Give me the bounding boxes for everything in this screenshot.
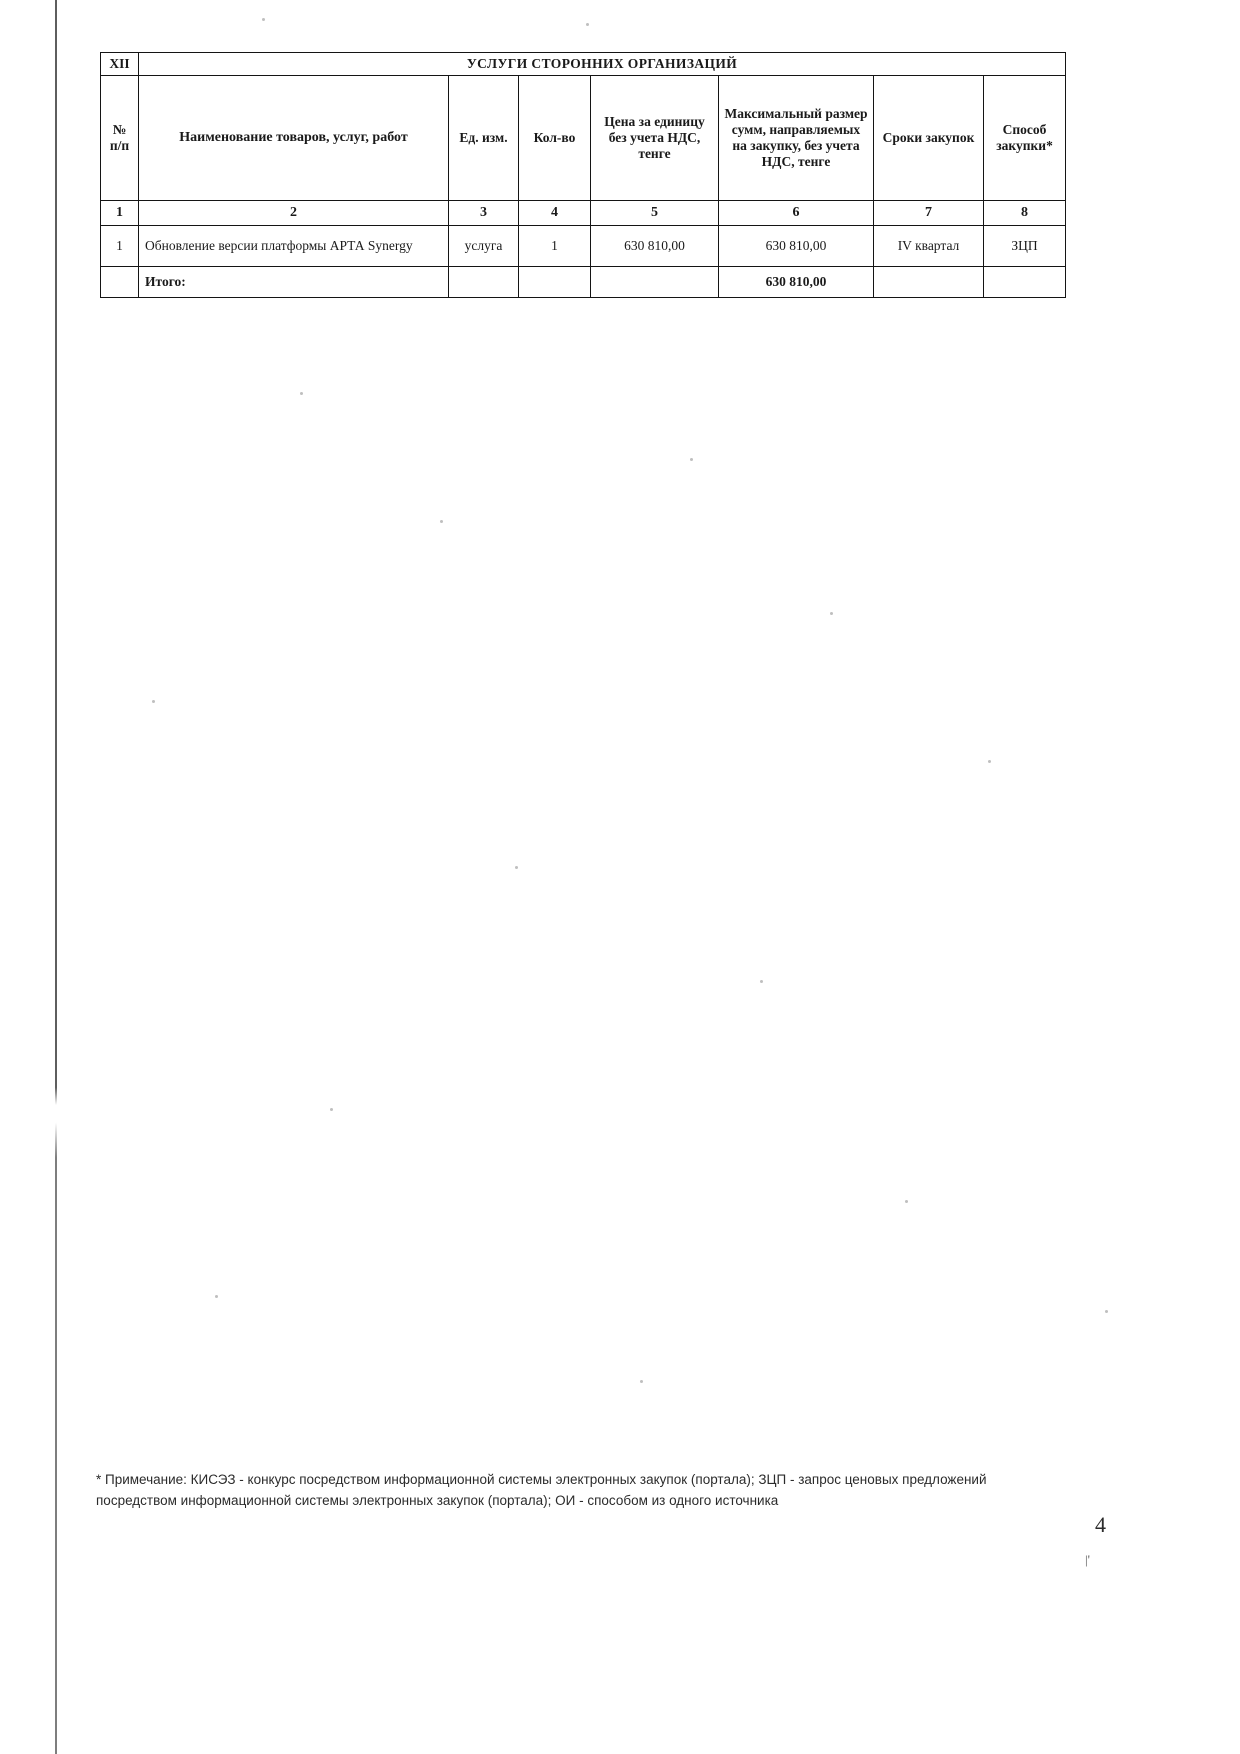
scan-speck xyxy=(690,458,693,461)
scan-speck xyxy=(215,1295,218,1298)
corner-mark: |' xyxy=(1085,1552,1090,1567)
header-cell-number xyxy=(101,75,139,200)
table-total-row xyxy=(101,266,1066,297)
page-number: 4 xyxy=(1095,1512,1106,1537)
column-number: 8 xyxy=(984,200,1066,225)
header-number-label: № xyxy=(112,122,127,137)
scan-speck xyxy=(760,980,763,983)
header-cell-price: Цена за единицу без учета НДС, тенге xyxy=(591,75,719,200)
scan-speck xyxy=(830,612,833,615)
column-number: 1 xyxy=(101,200,139,225)
scan-speck xyxy=(988,760,991,763)
scan-edge-artifact xyxy=(55,0,57,1754)
total-cell-empty xyxy=(591,266,719,297)
scan-speck xyxy=(152,700,155,703)
scan-speck xyxy=(1105,1310,1108,1313)
cell-unit-price: 630 810,00 xyxy=(591,225,719,266)
header-cell-name: Наименование товаров, услуг, работ xyxy=(139,75,449,200)
column-number: 5 xyxy=(591,200,719,225)
section-number: XII xyxy=(101,53,139,76)
column-number: 4 xyxy=(519,200,591,225)
scan-speck xyxy=(905,1200,908,1203)
table-title-row xyxy=(101,53,1066,76)
footnote-text: * Примечание: КИСЭЗ - конкурс посредством информационной системы электронных закупок (портала); ЗЦП - запрос ценовых предложений посредством информационной системы электронных закупок (портала); ОИ - способом из одного источника xyxy=(96,1472,987,1508)
procurement-table xyxy=(100,52,1066,298)
total-cell-empty xyxy=(101,266,139,297)
scan-speck xyxy=(330,1108,333,1111)
table-header-row xyxy=(101,75,1066,200)
column-number: 6 xyxy=(719,200,874,225)
scan-speck xyxy=(640,1380,643,1383)
scan-speck xyxy=(515,866,518,869)
cell-method: ЗЦП xyxy=(984,225,1066,266)
cell-item-name: Обновление версии платформы АРТА Synergy xyxy=(139,225,449,266)
total-label: Итого: xyxy=(139,266,449,297)
header-cell-unit: Ед. изм. xyxy=(449,75,519,200)
column-number-row xyxy=(101,200,1066,225)
scan-speck xyxy=(440,520,443,523)
total-value: 630 810,00 xyxy=(719,266,874,297)
total-cell-empty xyxy=(984,266,1066,297)
cell-max-sum: 630 810,00 xyxy=(719,225,874,266)
header-cell-method: Способ закупки* xyxy=(984,75,1066,200)
header-cell-qty: Кол-во xyxy=(519,75,591,200)
cell-unit: услуга xyxy=(449,225,519,266)
header-cell-max-sum: Максимальный размер сумм, направляемых на закупку, без учета НДС, тенге xyxy=(719,75,874,200)
column-number: 7 xyxy=(874,200,984,225)
total-cell-empty xyxy=(874,266,984,297)
total-cell-empty xyxy=(519,266,591,297)
scan-speck xyxy=(300,392,303,395)
section-title: УСЛУГИ СТОРОННИХ ОРГАНИЗАЦИЙ xyxy=(139,53,1066,76)
table-row xyxy=(101,225,1066,266)
total-cell-empty xyxy=(449,266,519,297)
header-cell-terms: Сроки закупок xyxy=(874,75,984,200)
scan-speck xyxy=(586,23,589,26)
column-number: 3 xyxy=(449,200,519,225)
cell-terms: IV квартал xyxy=(874,225,984,266)
column-number: 2 xyxy=(139,200,449,225)
cell-row-number: 1 xyxy=(101,225,139,266)
header-number-sub: п/п xyxy=(109,137,130,153)
scan-speck xyxy=(262,18,265,21)
cell-quantity: 1 xyxy=(519,225,591,266)
